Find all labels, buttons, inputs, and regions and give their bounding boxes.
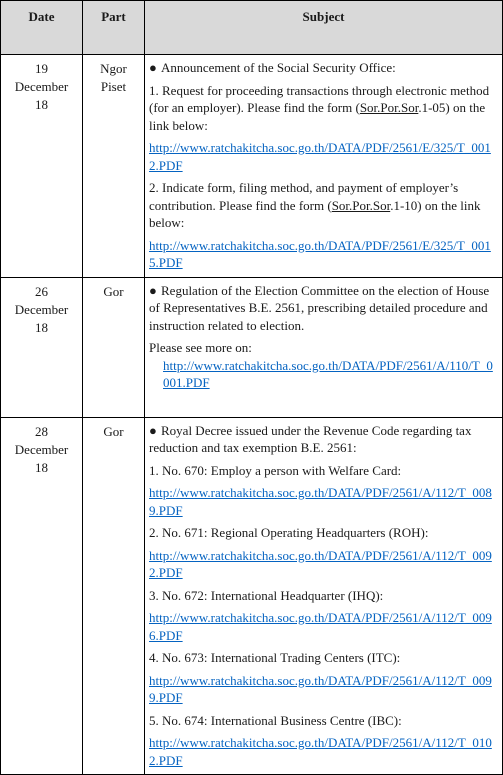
part-cell (83, 55, 145, 278)
headline-text: Royal Decree issued under the Revenue Code regarding tax reduction and tax exemption B.E. 2561: (149, 422, 472, 455)
bullet-icon: ● (149, 282, 157, 298)
headline-text: Regulation of the Election Committee on the election of House of Representatives B.E. 2561, prescribing detailed procedure and instruction related to election. (149, 282, 490, 333)
date-year: 18 (35, 319, 48, 335)
date-month: December (14, 79, 69, 94)
pdf-link[interactable]: http://www.ratchakitcha.soc.go.th/DATA/PDF/2561/A/112/T_0099.PDF (149, 672, 492, 705)
subject-headline (149, 282, 498, 335)
headline-text: Announcement of the Social Security Office: (161, 60, 396, 75)
pdf-link[interactable]: http://www.ratchakitcha.soc.go.th/DATA/PDF/2561/E/325/T_0015.PDF (149, 237, 491, 270)
item-text (149, 179, 498, 232)
header-subject: Subject (145, 1, 503, 55)
item-text-end: .1-10) on the link below: (149, 197, 481, 230)
part-label: Piset (100, 79, 127, 94)
see-more-text: Please see more on: (149, 340, 252, 355)
subject-headline (149, 59, 498, 77)
part-cell (83, 277, 145, 417)
pdf-link[interactable]: http://www.ratchakitcha.soc.go.th/DATA/PDF/2561/A/112/T_0092.PDF (149, 547, 492, 580)
date-year: 18 (35, 459, 48, 475)
header-part: Part (83, 1, 145, 55)
date-month: December (14, 441, 69, 457)
form-code: Sor.Por.Sor (359, 100, 419, 115)
table-row (1, 417, 503, 775)
table-row (1, 55, 503, 278)
table-row (1, 277, 503, 417)
decree-item-label: 2. No. 671: Regional Operating Headquarters (ROH): (149, 525, 429, 540)
subject-cell (145, 417, 503, 775)
pdf-link[interactable]: http://www.ratchakitcha.soc.go.th/DATA/PDF/2561/A/112/T_0102.PDF (149, 735, 492, 768)
pdf-link[interactable]: http://www.ratchakitcha.soc.go.th/DATA/PDF/2561/A/112/T_0089.PDF (149, 485, 492, 518)
item-text (149, 82, 498, 135)
item-text-end: .1-05) on the link below: (149, 100, 486, 133)
decree-item-label: 1. No. 670: Employ a person with Welfare Card: (149, 462, 402, 478)
item-text-start: 1. Request for proceeding transactions through electronic method (for an employer). Please find the form ( (149, 82, 490, 115)
part-label: Ngor (100, 61, 127, 76)
part-label: Gor (103, 283, 124, 299)
pdf-link[interactable]: http://www.ratchakitcha.soc.go.th/DATA/PDF/2561/A/112/T_0096.PDF (149, 610, 492, 643)
date-cell (1, 277, 83, 417)
decree-item-label: 5. No. 674: International Business Centre (IBC): (149, 712, 402, 728)
bullet-icon: ● (149, 60, 157, 75)
bullet-icon: ● (149, 422, 157, 438)
date-cell (1, 417, 83, 775)
date-day: 28 (35, 423, 48, 439)
date-day: 19 (35, 61, 48, 76)
date-cell (1, 55, 83, 278)
header-row (1, 1, 503, 55)
decree-item-label: 3. No. 672: International Headquarter (IHQ): (149, 587, 384, 603)
header-date: Date (1, 1, 83, 55)
date-day: 26 (35, 283, 48, 299)
form-code: Sor.Por.Sor (331, 197, 391, 213)
date-month: December (14, 301, 69, 317)
decree-item-label: 4. No. 673: International Trading Centers (ITC): (149, 650, 401, 665)
pdf-link[interactable]: http://www.ratchakitcha.soc.go.th/DATA/PDF/2561/E/325/T_0012.PDF (149, 140, 491, 173)
date-year: 18 (35, 97, 48, 112)
part-label: Gor (103, 423, 124, 439)
part-cell (83, 417, 145, 775)
pdf-link[interactable]: http://www.ratchakitcha.soc.go.th/DATA/PDF/2561/A/110/T_0001.PDF (163, 357, 493, 390)
subject-headline (149, 422, 498, 457)
subject-cell (145, 55, 503, 278)
item-text-start: 2. Indicate form, filing method, and payment of employer’s contribution. Please find the form ( (149, 180, 459, 213)
subject-cell (145, 277, 503, 417)
